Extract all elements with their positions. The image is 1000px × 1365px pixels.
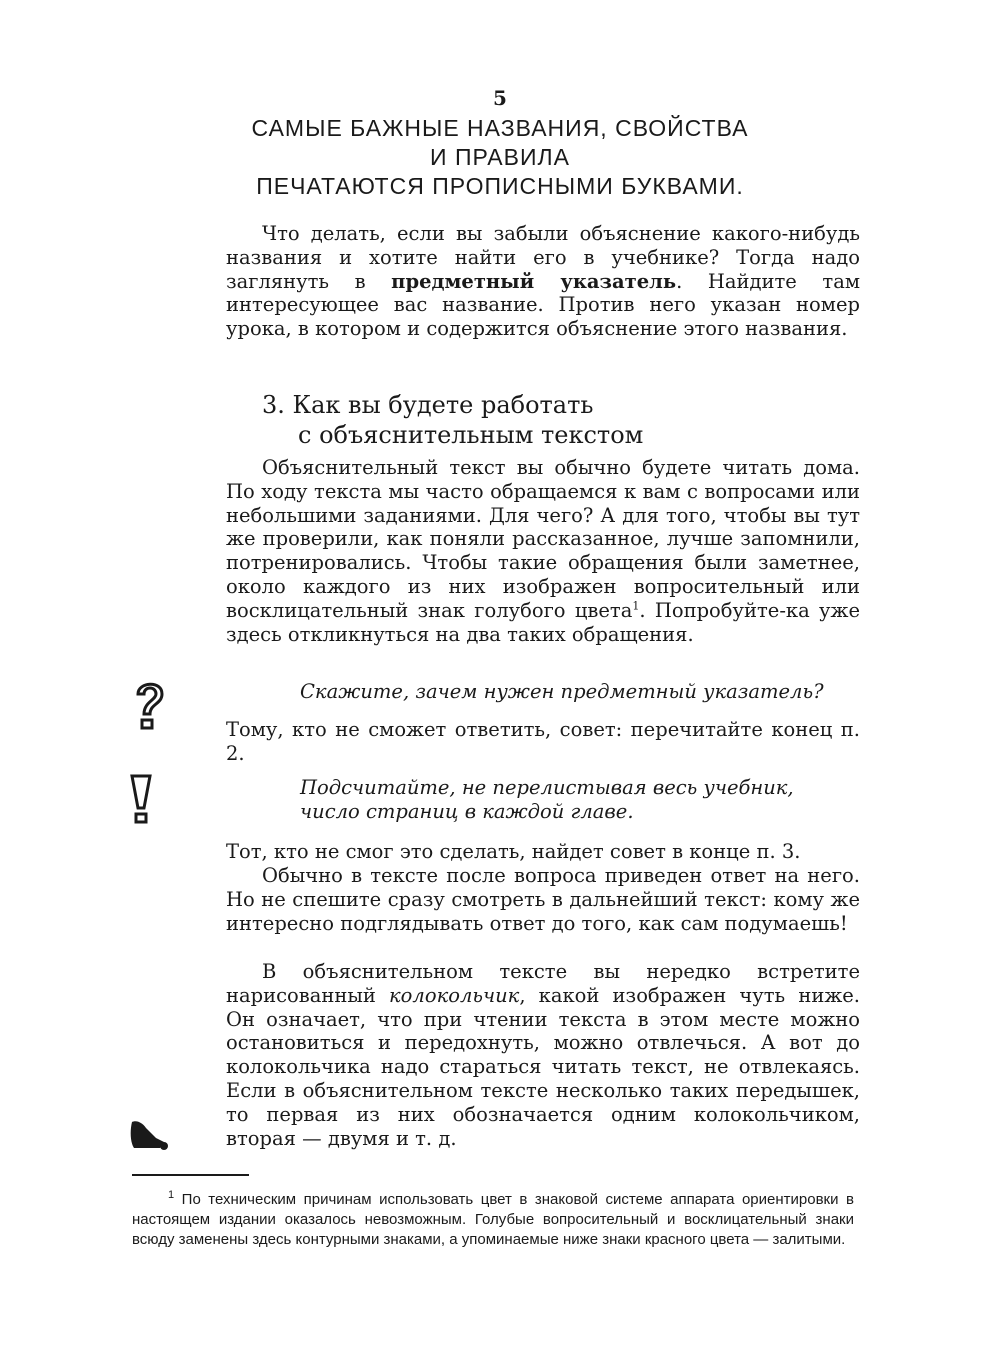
caps-line-2: И ПРАВИЛА [430,144,570,170]
caps-line-3: ПЕЧАТАЮТСЯ ПРОПИСНЫМИ БУКВАМИ. [256,173,744,199]
section-heading [262,390,862,450]
exclamation-mark-outline-icon [126,772,160,832]
footnote-mark: 1 [168,1189,175,1201]
page-number: 5 [493,86,507,110]
paragraph-answers: Обычно в тексте после вопроса приведен ответ на него. Но не спешите сразу смотреть в дальнейший текст: кому же интересно подглядывать ответ до того, как сам подумаешь! [226,864,860,935]
section-title-line-2: с объяснительным текстом [298,421,644,449]
intro-text-start: Что делать, если вы забыли объяснение какого-нибудь названия и хотите найти его в учебнике? Тогда надо заглянуть в [226,222,860,293]
intro-paragraph [226,222,860,341]
bell-icon [126,1116,170,1156]
task-line-1: Подсчитайте, не перелистывая весь учебник, [300,776,794,799]
paragraph-1-text: Объяснительный текст вы обычно будете читать дома. По ходу текста мы часто обращаемся к вам с вопросами или небольшими заданиями. Для чего? А для того, чтобы вы тут же проверили, как поняли рассказанное, лучше запомнили, потренировались. Чтобы такие обращения были заметнее, около каждого из них изображен вопросительный или восклицательный знак голубого цвета [226,456,860,622]
section-number: 3. [262,391,285,419]
paragraph-explanatory-text [226,456,860,646]
footnote-reference: 1 [632,599,640,613]
paragraph-bell-end: , какой изображен чуть ниже. Он означает, что при чтении текста в этом месте можно остановиться и передохнуть, можно отвлечься. А вот до колокольчика надо стараться читать текст, не отвлекаясь. Если в объяснительном тексте несколько таких передышек, то первая из них обозначается одним колокольчиком, вторая — двумя и т. д. [226,983,860,1150]
caps-rule-block [180,114,820,201]
task-line-2: число страниц в каждой главе. [300,800,634,823]
caps-line-1: САМЫЕ БАЖНЫЕ НАЗВАНИЯ, СВОЙСТВА [251,115,749,141]
footnote-divider [132,1174,249,1176]
section-title-line-1: Как вы будете работать [292,391,594,419]
paragraph-bell-start: В объяснительном тексте вы нередко встретите нарисованный [226,960,860,1007]
paragraph-bell [226,960,860,1150]
question-mark-outline-icon [130,676,170,736]
bell-term: колокольчик [389,983,520,1007]
subject-index-term: предметный указатель [391,269,677,293]
paragraph-1-text-end: . Попробуйте-ка уже здесь откликнуться на два таких обращения. [226,598,860,646]
intro-text-end: . Найдите там интересующее вас название. Против него указан номер урока, в котором и содержится объяснение этого названия. [226,269,860,341]
answer-hint-paragraph: Тому, кто не сможет ответить, совет: перечитайте конец п. 2. [226,718,860,765]
task-text [300,776,860,824]
task-hint-paragraph: Тот, кто не смог это сделать, найдет совет в конце п. 3. [226,840,801,863]
footnote-text: По техническим причинам использовать цвет в знаковой системе аппарата ориентировки в настоящем издании оказалось невозможным. Голубые вопросительный и восклицательный знаки всюду заменены здесь контурными знаками, а упоминаемые ниже знаки красного цвета — залитыми. [132,1191,854,1248]
footnote [132,1190,854,1250]
question-text: Скажите, зачем нужен предметный указатель? [300,680,824,703]
